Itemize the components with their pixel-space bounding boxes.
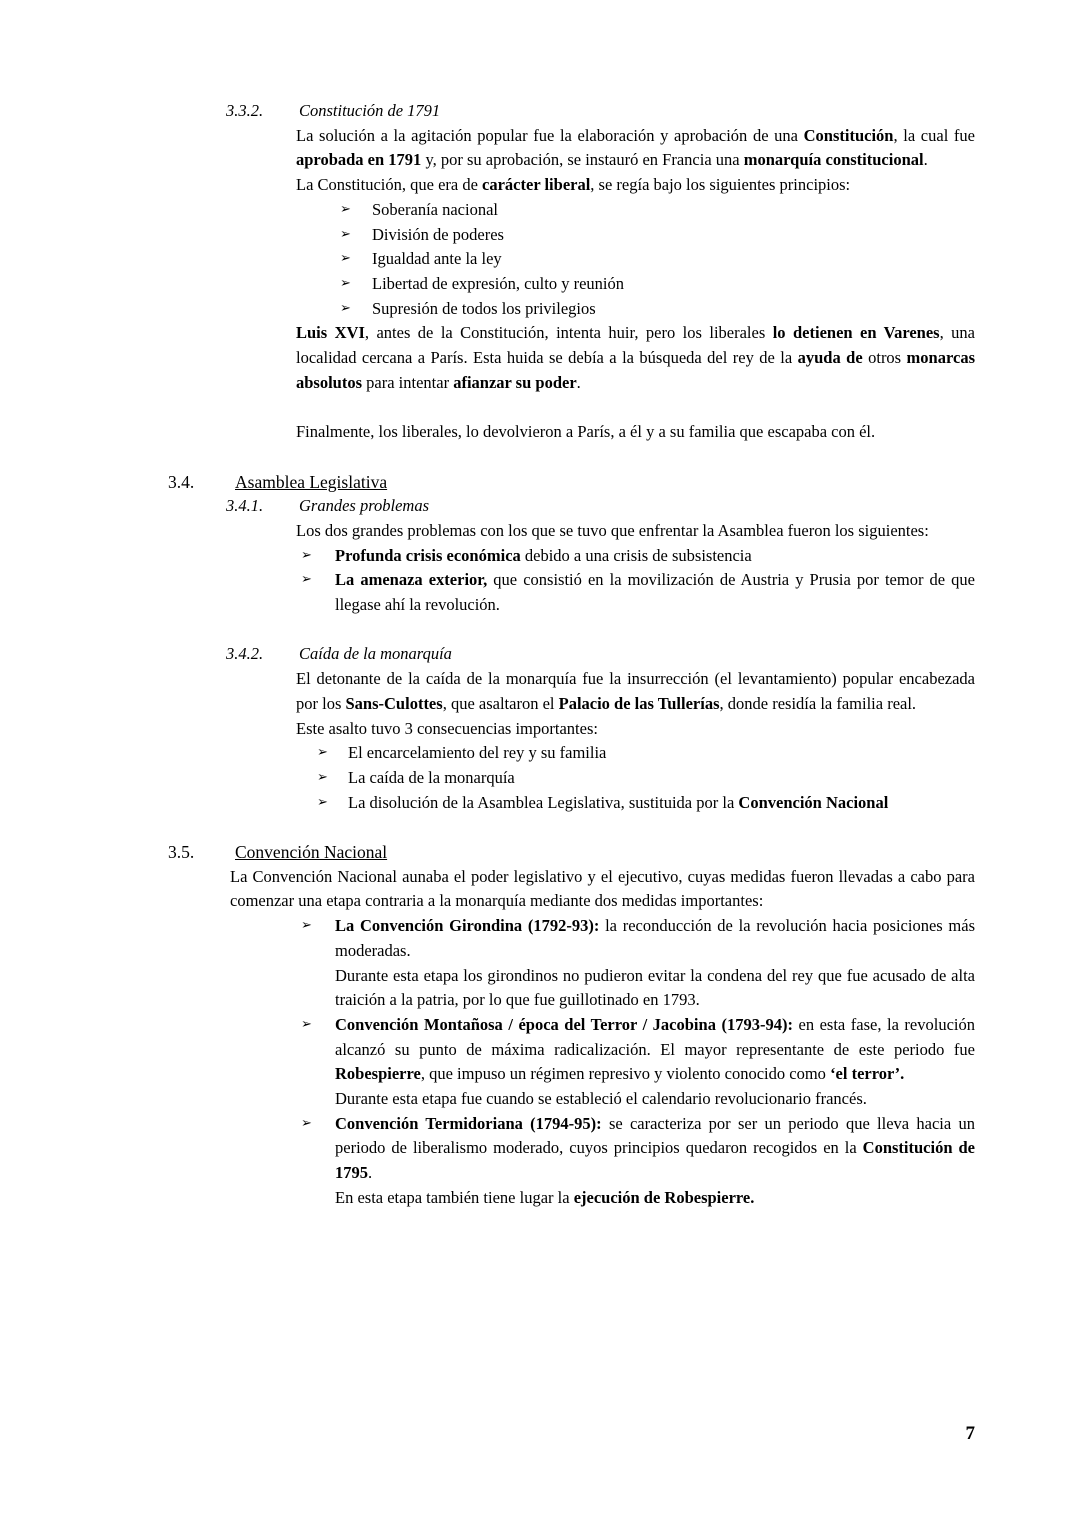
bullet-item	[301, 1013, 975, 1087]
bullet-item	[340, 223, 975, 248]
bullet-arrow-icon: ➢	[317, 769, 328, 785]
text-run: En esta etapa también tiene lugar la	[335, 1187, 574, 1207]
bullet-item	[301, 1112, 975, 1186]
paragraph	[296, 420, 975, 445]
text-run: La Convención Girondina (1792-93):	[335, 916, 600, 936]
paragraph	[296, 124, 975, 173]
text-run: monarcas absolutos	[296, 348, 975, 392]
section-heading	[226, 494, 975, 519]
text-run: Convención Montañosa / época del Terror / Jacobina (1793-94):	[335, 1014, 793, 1034]
bullet-text	[335, 1112, 975, 1186]
bullet-arrow-icon: ➢	[340, 275, 351, 291]
text-run: Libertad de expresión, culto y reunión	[372, 273, 625, 293]
text-run: la reconducción de la revolución hacia posiciones más moderadas.	[335, 916, 975, 960]
text-run: Durante esta etapa los girondinos no pudieron evitar la condena del rey que fue acusado de alta traición a la patria, por lo que fue guillotinado en 1793.	[335, 965, 975, 1010]
bullet-item	[340, 297, 975, 322]
text-run: Profunda crisis económica	[335, 545, 521, 565]
text-run: El detonante de la caída de la monarquía fue la insurrección (el levantamiento) popular encabezada por los	[296, 669, 975, 713]
text-run: lo detienen en Varenes	[772, 323, 940, 343]
section-heading	[226, 642, 975, 667]
spacer	[0, 618, 1080, 643]
spacer	[0, 445, 1080, 470]
text-run: otros	[862, 348, 907, 368]
text-run: que consistió en la movilización de Austria y Prusia por temor de que llegase ahí la revolución.	[335, 570, 975, 615]
spacer	[0, 815, 1080, 840]
text-run: La disolución de la Asamblea Legislativa, sustituida por la	[348, 792, 739, 812]
paragraph	[296, 519, 975, 544]
text-run: La Constitución, que era de	[296, 175, 483, 195]
text-run: , donde residía la familia real.	[719, 693, 917, 713]
section-number: 3.4.	[168, 471, 195, 492]
bullet-item	[340, 272, 975, 297]
text-run: monarquía constitucional	[743, 150, 924, 170]
paragraph	[296, 717, 975, 742]
text-run: Convención Nacional	[738, 792, 889, 812]
bullet-arrow-icon: ➢	[340, 251, 351, 267]
section-title: Grandes problemas	[299, 496, 430, 516]
bullet-arrow-icon: ➢	[340, 226, 351, 242]
text-run: La Convención Nacional aunaba el poder legislativo y el ejecutivo, cuyas medidas fueron llevadas a cabo para comenzar una etapa contraria a la monarquía mediante dos medidas importantes:	[230, 866, 975, 911]
section-heading	[168, 470, 975, 495]
text-run: debido a una crisis de subsistencia	[520, 545, 752, 565]
bullet-arrow-icon: ➢	[317, 794, 328, 810]
bullet-text	[335, 568, 975, 617]
text-run: Sans-Culottes	[345, 693, 443, 713]
paragraph	[296, 173, 975, 198]
bullet-text	[372, 223, 975, 248]
bullet-text	[372, 198, 975, 223]
text-run: El encarcelamiento del rey y su familia	[348, 743, 607, 763]
bullet-arrow-icon: ➢	[301, 918, 312, 934]
text-run: carácter liberal	[482, 175, 591, 195]
bullet-arrow-icon: ➢	[301, 572, 312, 588]
text-run: Palacio de las Tullerías	[558, 693, 720, 713]
text-run: Robespierre	[335, 1064, 421, 1084]
text-run: Finalmente, los liberales, lo devolvieron a París, a él y a su familia que escapaba con él.	[296, 422, 876, 442]
bullet-text	[372, 247, 975, 272]
bullet-item	[317, 766, 975, 791]
bullet-item	[301, 544, 975, 569]
text-run: , se regía bajo los siguientes principios:	[590, 175, 851, 195]
text-run: se caracteriza por ser un periodo que lleva hacia un periodo de liberalismo moderado, cuyos principios quedaron recogidos en la	[335, 1113, 975, 1158]
text-run: aprobada en 1791	[296, 150, 422, 170]
spacer	[0, 395, 1080, 420]
paragraph	[296, 321, 975, 395]
bullet-continuation-paragraph	[335, 964, 975, 1013]
text-run: , que impuso un régimen represivo y violento conocido como	[420, 1064, 831, 1084]
text-run: .	[923, 150, 928, 170]
bullet-arrow-icon: ➢	[301, 1016, 312, 1032]
paragraph	[230, 865, 975, 914]
text-run: para intentar	[362, 372, 454, 392]
section-title: Constitución de 1791	[299, 101, 441, 120]
bullet-text	[335, 1013, 975, 1087]
text-run: Constitución de 1795	[335, 1138, 975, 1183]
text-run: Luis XVI	[296, 323, 365, 343]
section-heading	[226, 99, 975, 124]
bullet-text	[348, 791, 975, 816]
bullet-arrow-icon: ➢	[317, 745, 328, 761]
text-run: , antes de la Constitución, intenta huir, pero los liberales	[364, 323, 773, 343]
paragraph	[296, 667, 975, 716]
bullet-item	[340, 198, 975, 223]
document-body	[0, 99, 1080, 1211]
section-heading	[168, 840, 975, 865]
section-number: 3.5.	[168, 842, 195, 863]
text-run: y, por su aprobación, se instauró en Francia una	[421, 150, 744, 170]
text-run: .	[576, 372, 581, 392]
text-run: Convención Termidoriana (1794-95):	[335, 1113, 602, 1133]
text-run: La solución a la agitación popular fue la elaboración y aprobación de una	[296, 125, 804, 145]
text-run: Igualdad ante la ley	[372, 249, 502, 269]
bullet-arrow-icon: ➢	[340, 300, 351, 316]
bullet-item	[317, 741, 975, 766]
bullet-text	[348, 741, 975, 766]
text-run: ejecución de Robespierre.	[573, 1187, 755, 1207]
bullet-arrow-icon: ➢	[301, 1115, 312, 1131]
bullet-item	[340, 247, 975, 272]
bullet-arrow-icon: ➢	[301, 547, 312, 563]
section-number: 3.3.2.	[226, 101, 264, 120]
bullet-text	[372, 272, 975, 297]
text-run: , una localidad cercana a París. Esta huida se debía a la búsqueda del rey de la	[296, 323, 975, 368]
section-number: 3.4.1.	[226, 496, 264, 516]
text-run: en esta fase, la revolución alcanzó su punto de máxima radicalización. El mayor representante de este periodo fue	[335, 1014, 975, 1059]
bullet-item	[317, 791, 975, 816]
text-run: Este asalto tuvo 3 consecuencias importantes:	[296, 718, 598, 738]
text-run: La amenaza exterior,	[335, 570, 488, 590]
bullet-text	[372, 297, 975, 322]
bullet-text	[348, 766, 975, 791]
text-run: Constitución	[803, 125, 894, 145]
section-title: Convención Nacional	[235, 842, 388, 863]
bullet-item	[301, 914, 975, 963]
section-title: Asamblea Legislativa	[235, 471, 388, 492]
text-run: , la cual fue	[893, 125, 975, 145]
bullet-text	[335, 914, 975, 963]
text-run: , que asaltaron el	[442, 693, 559, 713]
text-run: ayuda de	[797, 348, 863, 368]
text-run: .	[368, 1163, 373, 1183]
text-run: Los dos grandes problemas con los que se tuvo que enfrentar la Asamblea fueron los siguientes:	[296, 520, 929, 540]
text-run: Soberanía nacional	[372, 199, 498, 219]
text-run: División de poderes	[372, 224, 504, 244]
bullet-continuation-paragraph	[335, 1186, 975, 1211]
text-run: La caída de la monarquía	[348, 767, 515, 787]
bullet-arrow-icon: ➢	[340, 201, 351, 217]
text-run: afianzar su poder	[453, 372, 577, 392]
bullet-item	[301, 568, 975, 617]
section-number: 3.4.2.	[226, 644, 264, 664]
page-number: 7	[965, 1423, 975, 1444]
bullet-text	[335, 544, 975, 569]
bullet-continuation-paragraph	[335, 1087, 975, 1112]
text-run: Supresión de todos los privilegios	[372, 298, 596, 318]
text-run: Durante esta etapa fue cuando se estableció el calendario revolucionario francés.	[335, 1089, 867, 1109]
text-run: ‘el terror’.	[830, 1064, 905, 1084]
section-title: Caída de la monarquía	[299, 644, 452, 664]
